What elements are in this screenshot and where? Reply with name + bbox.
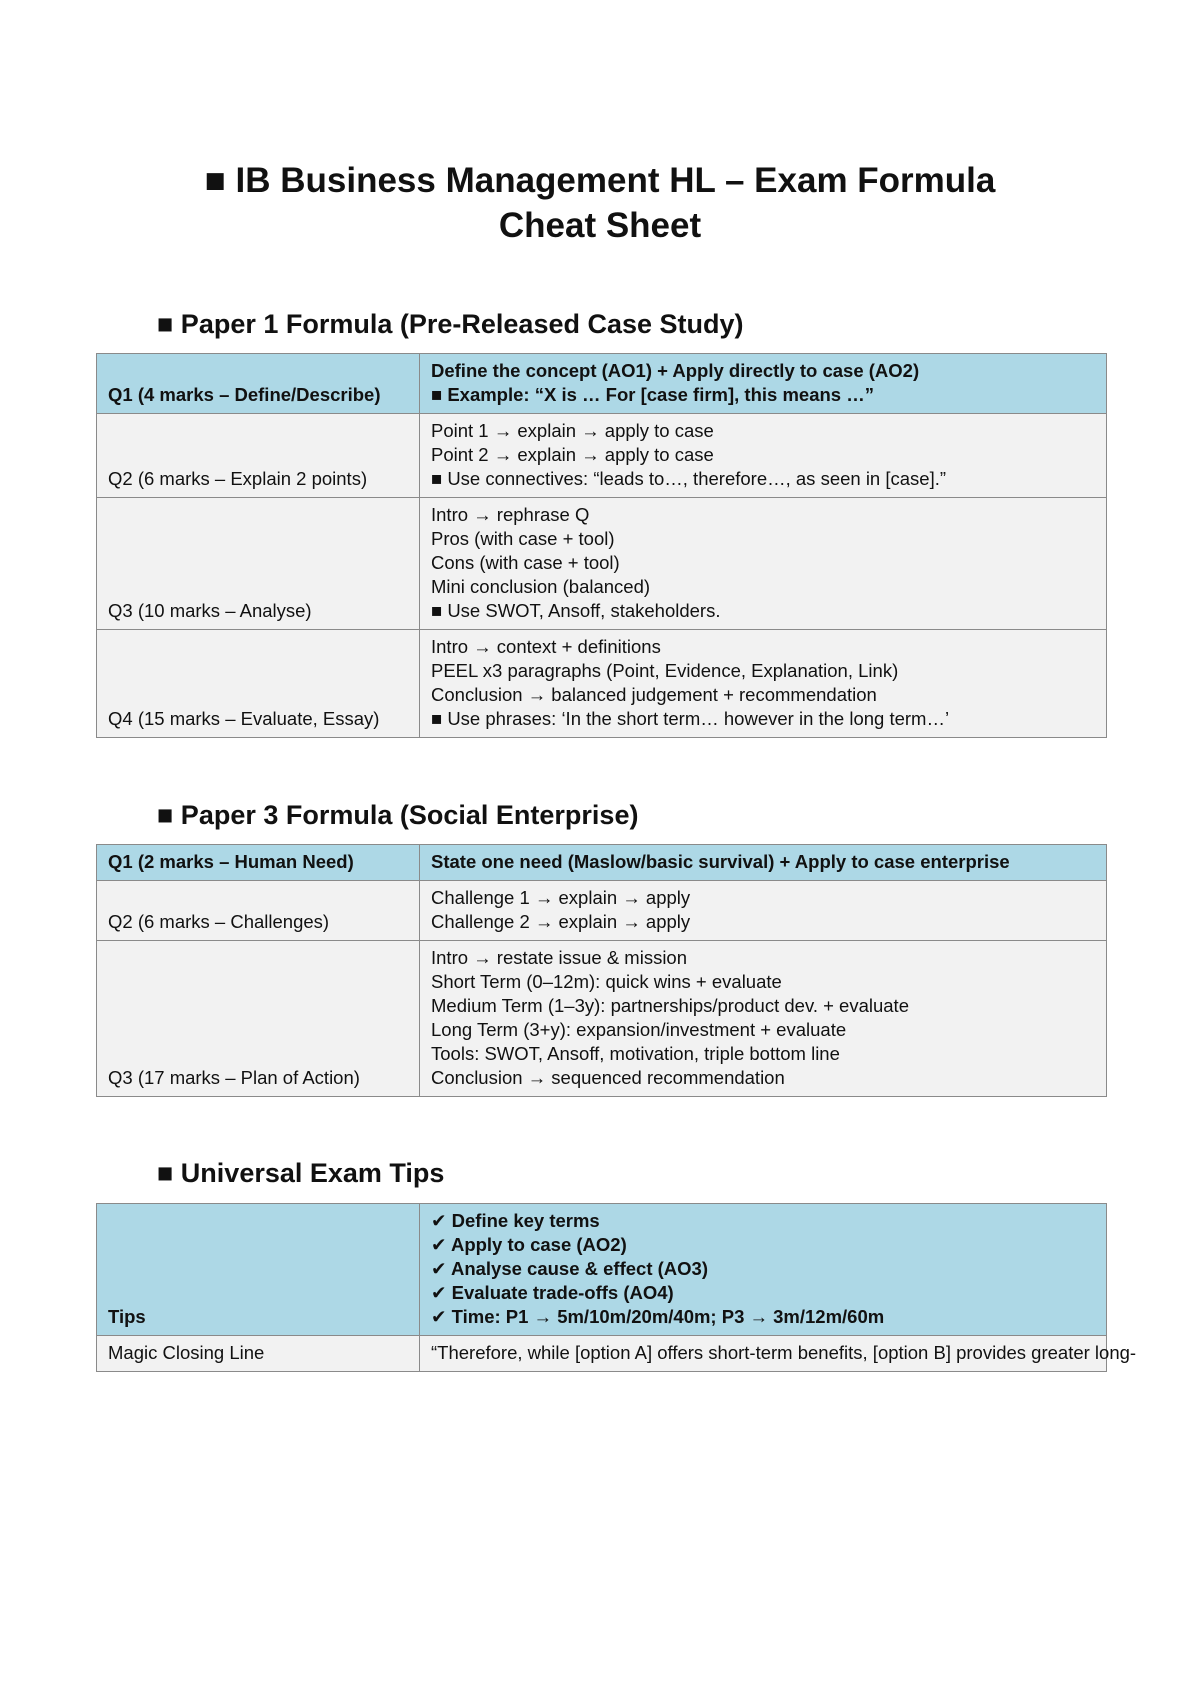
row-content xyxy=(420,354,1107,414)
content-line: Point 1 → explain → apply to case xyxy=(431,420,714,441)
content-line: ■ Use connectives: “leads to…, therefore…, as seen in [case].” xyxy=(431,468,947,489)
table-row xyxy=(97,498,1107,630)
content-line: Cons (with case + tool) xyxy=(431,552,620,573)
content-line: ✔ Time: P1 → 5m/10m/20m/40m; P3 → 3m/12m/60m xyxy=(431,1306,885,1327)
content-line: ✔ Apply to case (AO2) xyxy=(431,1234,627,1255)
row-content xyxy=(420,845,1107,881)
content-line: Mini conclusion (balanced) xyxy=(431,576,651,597)
content-line: Pros (with case + tool) xyxy=(431,528,615,549)
content-line: Challenge 1 → explain → apply xyxy=(431,887,691,908)
row-label: Tips xyxy=(97,1204,420,1336)
tips-heading: ■ Universal Exam Tips xyxy=(157,1158,445,1188)
table-row xyxy=(97,630,1107,738)
content-line: ✔ Analyse cause & effect (AO3) xyxy=(431,1258,708,1279)
paper3-table xyxy=(96,844,1107,1097)
content-line: Conclusion → balanced judgement + recommendation xyxy=(431,684,877,705)
content-line: ■ Use phrases: ‘In the short term… however in the long term…’ xyxy=(431,708,950,729)
content-line: ■ Use SWOT, Ansoff, stakeholders. xyxy=(431,600,721,621)
content-line: Short Term (0–12m): quick wins + evaluate xyxy=(431,971,782,992)
tips-table xyxy=(96,1203,1137,1372)
paper1-heading: ■ Paper 1 Formula (Pre-Released Case Study) xyxy=(157,309,744,339)
row-label: Magic Closing Line xyxy=(97,1336,420,1372)
row-content xyxy=(420,498,1107,630)
row-label: Q2 (6 marks – Challenges) xyxy=(97,881,420,941)
row-label: Q1 (4 marks – Define/Describe) xyxy=(97,354,420,414)
row-content xyxy=(420,630,1107,738)
content-line: Define the concept (AO1) + Apply directly to case (AO2) xyxy=(431,360,920,381)
table-row xyxy=(97,881,1107,941)
table-row xyxy=(97,354,1107,414)
content-line: ■ Example: “X is … For [case firm], this means …” xyxy=(431,384,874,405)
row-content xyxy=(420,881,1107,941)
row-content xyxy=(420,1336,1137,1372)
title-line-1: ■ IB Business Management HL – Exam Formula xyxy=(204,161,996,200)
content-line: Intro → rephrase Q xyxy=(431,504,590,525)
content-line: Conclusion → sequenced recommendation xyxy=(431,1067,785,1088)
row-label: Q1 (2 marks – Human Need) xyxy=(97,845,420,881)
row-label: Q2 (6 marks – Explain 2 points) xyxy=(97,414,420,498)
document-title xyxy=(0,158,1200,248)
table-row xyxy=(97,1204,1107,1336)
title-line-2: Cheat Sheet xyxy=(498,206,702,245)
row-content xyxy=(420,1204,1107,1336)
content-line: Tools: SWOT, Ansoff, motivation, triple bottom line xyxy=(431,1043,840,1064)
paper3-heading: ■ Paper 3 Formula (Social Enterprise) xyxy=(157,800,639,830)
content-line: Medium Term (1–3y): partnerships/product dev. + evaluate xyxy=(431,995,909,1016)
content-line: ✔ Evaluate trade-offs (AO4) xyxy=(431,1282,674,1303)
row-content xyxy=(420,414,1107,498)
table-row xyxy=(97,941,1107,1097)
row-label: Q3 (10 marks – Analyse) xyxy=(97,498,420,630)
content-line: Long Term (3+y): expansion/investment + evaluate xyxy=(431,1019,847,1040)
content-line: Intro → context + definitions xyxy=(431,636,661,657)
content-line: State one need (Maslow/basic survival) + Apply to case enterprise xyxy=(431,851,1010,872)
content-line: Point 2 → explain → apply to case xyxy=(431,444,714,465)
table-row xyxy=(97,845,1107,881)
content-line: “Therefore, while [option A] offers short-term benefits, [option B] provides greater long- xyxy=(431,1342,1137,1363)
row-label: Q4 (15 marks – Evaluate, Essay) xyxy=(97,630,420,738)
content-line: Challenge 2 → explain → apply xyxy=(431,911,691,932)
row-label: Q3 (17 marks – Plan of Action) xyxy=(97,941,420,1097)
table-row xyxy=(97,414,1107,498)
content-line: PEEL x3 paragraphs (Point, Evidence, Explanation, Link) xyxy=(431,660,899,681)
paper1-table xyxy=(96,353,1107,738)
content-line: Intro → restate issue & mission xyxy=(431,947,688,968)
content-line: ✔ Define key terms xyxy=(431,1210,600,1231)
row-content xyxy=(420,941,1107,1097)
table-row xyxy=(97,1336,1107,1372)
